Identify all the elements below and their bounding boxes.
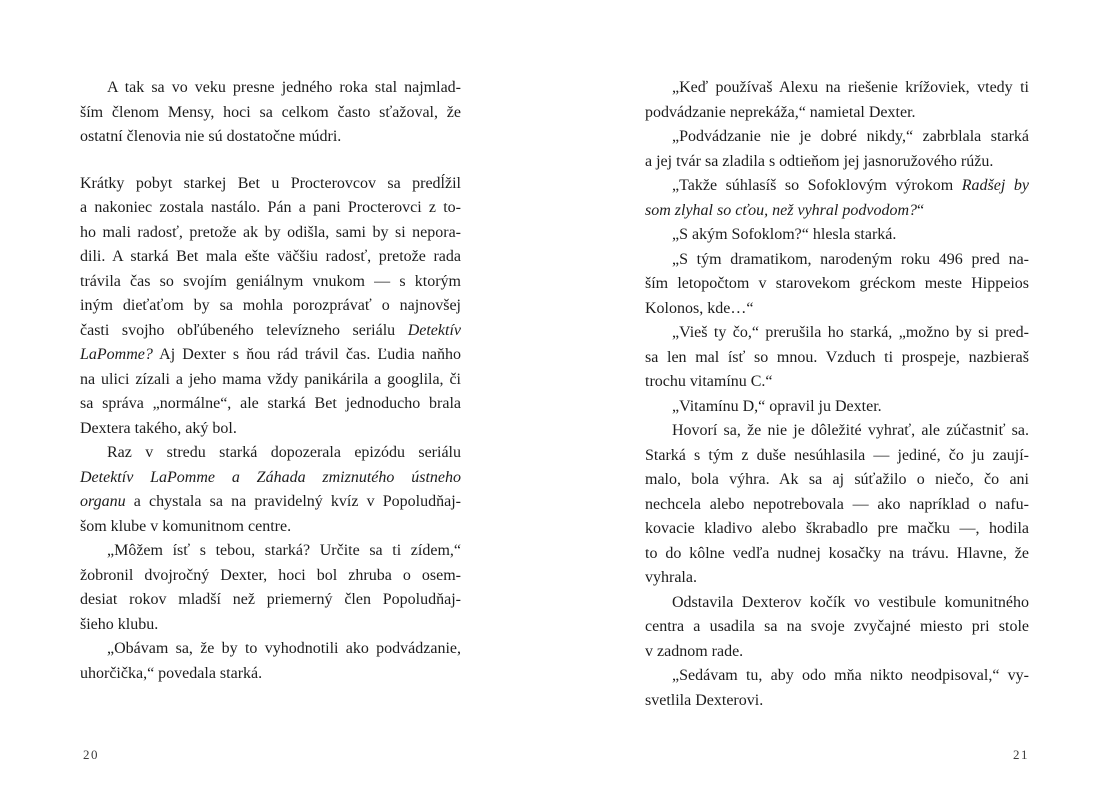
text-segment: ho mali radosť, pretože ak by odišla, sami by si nepora- bbox=[80, 223, 461, 241]
text-line bbox=[645, 591, 1029, 616]
text-segment: A tak sa vo veku presne jedného roka stal najmlad- bbox=[107, 79, 461, 96]
text-segment: „Vieš ty čo,“ prerušila ho starká, „možno by si pred- bbox=[672, 324, 1029, 341]
text-line bbox=[80, 539, 461, 564]
text-segment: vyhrala. bbox=[645, 569, 697, 586]
text-segment: centra a usadila sa na svoje zvyčajné miesto pri stole bbox=[645, 618, 1029, 635]
text-segment: sa správa „normálne“, ale starká Bet jednoducho brala bbox=[80, 395, 461, 412]
text-line bbox=[645, 174, 1029, 199]
text-segment: trochu vitamínu C.“ bbox=[645, 373, 773, 390]
text-segment: nechcela alebo nepotrebovala — ako napríklad o nafu- bbox=[645, 495, 1029, 513]
text-line bbox=[80, 221, 461, 246]
text-line bbox=[645, 248, 1029, 273]
text-segment: „Takže súhlasíš so Sofoklovým výrokom bbox=[672, 177, 962, 194]
text-line bbox=[80, 368, 461, 393]
text-segment: Aj Dexter s ňou rád trávil čas. Ľudia naňho bbox=[152, 346, 461, 363]
text-segment: a chystala sa na pravidelný kvíz v Popoludňaj- bbox=[125, 493, 461, 510]
text-segment: „Sedávam tu, aby odo mňa nikto neodpisoval,“ vy- bbox=[672, 667, 1029, 684]
text-segment: „Vitamínu D,“ opravil ju Dexter. bbox=[672, 397, 882, 415]
text-line bbox=[80, 270, 461, 295]
text-line bbox=[80, 319, 461, 344]
text-line bbox=[80, 564, 461, 589]
text-segment: svetlila Dexterovi. bbox=[645, 691, 764, 709]
text-line bbox=[80, 588, 461, 613]
text-line bbox=[80, 125, 461, 150]
text-line bbox=[80, 441, 461, 466]
text-segment: sa len mal ísť so mnou. Vzduch ti prospeje, nazbieraš bbox=[645, 348, 1029, 366]
text-line bbox=[80, 245, 461, 270]
text-segment: „S tým dramatikom, narodeným roku 496 pred na- bbox=[672, 250, 1029, 268]
text-line bbox=[645, 419, 1029, 444]
text-segment: “ bbox=[917, 201, 925, 219]
page-number-right: 21 bbox=[1013, 747, 1029, 762]
text-segment-italic: Detektív bbox=[407, 321, 461, 339]
text-segment: šieho klubu. bbox=[80, 615, 159, 633]
text-segment: Starká s tým z duše nesúhlasila — jediné, čo ju zaují- bbox=[645, 446, 1029, 464]
text-segment: „S akým Sofoklom?“ hlesla starká. bbox=[672, 226, 897, 243]
text-line bbox=[645, 272, 1029, 297]
text-segment: iným dieťaťom by sa mohla porozprávať o najnovšej bbox=[80, 297, 461, 314]
text-line bbox=[80, 637, 461, 662]
text-line bbox=[645, 395, 1029, 420]
text-segment: časti svojho obľúbeného televízneho seriálu bbox=[80, 321, 408, 339]
text-segment: a nakoniec zostala nastálo. Pán a pani Procterovci z to- bbox=[80, 199, 461, 216]
text-line bbox=[645, 223, 1029, 248]
text-line bbox=[645, 150, 1029, 175]
text-line bbox=[80, 294, 461, 319]
text-segment: malo, bola výhra. Ak sa aj súťažilo o niečo, čo ani bbox=[645, 471, 1029, 488]
text-segment: ostatní členovia nie sú dostatočne múdri. bbox=[80, 128, 342, 145]
text-segment: ším členom Mensy, hoci sa celkom často sťažoval, že bbox=[80, 103, 461, 121]
text-segment: to do kôlne vedľa nudnej kosačky na trávu. Hlavne, že bbox=[645, 544, 1029, 562]
text-line bbox=[645, 493, 1029, 518]
text-line bbox=[80, 76, 461, 101]
text-line bbox=[645, 542, 1029, 567]
text-segment: Odstavila Dexterov kočík vo vestibule komunitného bbox=[672, 593, 1029, 611]
text-segment-italic: som zlyhal so cťou, než vyhral podvodom? bbox=[645, 201, 918, 219]
text-line bbox=[80, 515, 461, 540]
text-segment: Dextera takého, aký bol. bbox=[80, 419, 237, 437]
text-line bbox=[645, 370, 1029, 395]
text-line bbox=[645, 566, 1029, 591]
text-segment: žobronil dvojročný Dexter, hoci bol zhruba o osem- bbox=[80, 566, 461, 584]
text-line bbox=[645, 199, 1029, 224]
text-segment-italic: organu bbox=[80, 493, 126, 510]
text-line bbox=[645, 101, 1029, 126]
text-segment: desiat rokov mladší než priemerný člen Popoludňaj- bbox=[80, 591, 461, 608]
text-segment: v zadnom rade. bbox=[645, 642, 744, 660]
text-segment: uhorčička,“ povedala starká. bbox=[80, 664, 263, 682]
text-line bbox=[645, 125, 1029, 150]
text-segment: „Podvádzanie nie je dobré nikdy,“ zabrblala starká bbox=[672, 128, 1029, 145]
text-line bbox=[645, 76, 1029, 101]
text-segment: a jej tvár sa zladila s odtieňom jej jasnoružového rúžu. bbox=[645, 152, 994, 170]
text-segment: trávila čas so svojím geniálnym vnukom — s ktorým bbox=[80, 272, 461, 290]
text-segment-italic: Detektív LaPomme a Záhada zmiznutého ústneho bbox=[80, 468, 461, 486]
text-segment: podvádzanie neprekáža,“ namietal Dexter. bbox=[645, 103, 916, 121]
text-line bbox=[80, 343, 461, 368]
text-segment: šom klube v komunitnom centre. bbox=[80, 517, 292, 535]
text-segment: Raz v stredu starká dopozerala epizódu seriálu bbox=[107, 444, 461, 461]
text-line bbox=[645, 640, 1029, 665]
text-line bbox=[80, 101, 461, 126]
text-line bbox=[80, 613, 461, 638]
text-segment: Hovorí sa, že nie je dôležité vyhrať, ale zúčastniť sa. bbox=[672, 422, 1029, 439]
text-line bbox=[80, 662, 461, 687]
text-line bbox=[80, 172, 461, 197]
text-line bbox=[645, 689, 1029, 714]
text-segment: „Obávam sa, že by to vyhodnotili ako podvádzanie, bbox=[107, 640, 461, 657]
text-segment: „Môžem ísť s tebou, starká? Určite sa ti zídem,“ bbox=[107, 542, 461, 559]
text-line bbox=[645, 297, 1029, 322]
text-segment: Krátky pobyt starkej Bet u Procterovcov sa predĺžil bbox=[80, 174, 461, 192]
text-segment: ším letopočtom v starovekom gréckom meste Hippeios bbox=[645, 275, 1029, 292]
text-line bbox=[645, 468, 1029, 493]
text-line bbox=[80, 490, 461, 515]
text-line bbox=[645, 321, 1029, 346]
text-line bbox=[80, 466, 461, 491]
page-left-text bbox=[80, 76, 461, 686]
text-segment: kovacie kladivo alebo škrabadlo pre mačku —, hodila bbox=[645, 520, 1029, 537]
text-segment: dili. A starká Bet mala ešte väčšiu radosť, pretože rada bbox=[80, 248, 461, 265]
text-line bbox=[645, 346, 1029, 371]
text-line bbox=[645, 444, 1029, 469]
text-line bbox=[80, 392, 461, 417]
text-line bbox=[80, 196, 461, 221]
text-segment: Kolonos, kde…“ bbox=[645, 299, 754, 317]
text-line bbox=[645, 664, 1029, 689]
text-segment: „Keď používaš Alexu na riešenie krížoviek, vtedy ti bbox=[672, 79, 1029, 96]
page-right-text bbox=[645, 76, 1029, 713]
text-line bbox=[80, 417, 461, 442]
text-segment-italic: Radšej by bbox=[961, 177, 1029, 194]
text-line bbox=[645, 517, 1029, 542]
page-number-left: 20 bbox=[83, 747, 99, 762]
text-line bbox=[645, 615, 1029, 640]
text-segment: na ulici zízali a jeho mama vždy panikárila a googlila, či bbox=[80, 370, 461, 388]
text-segment-italic: LaPomme? bbox=[80, 346, 153, 363]
